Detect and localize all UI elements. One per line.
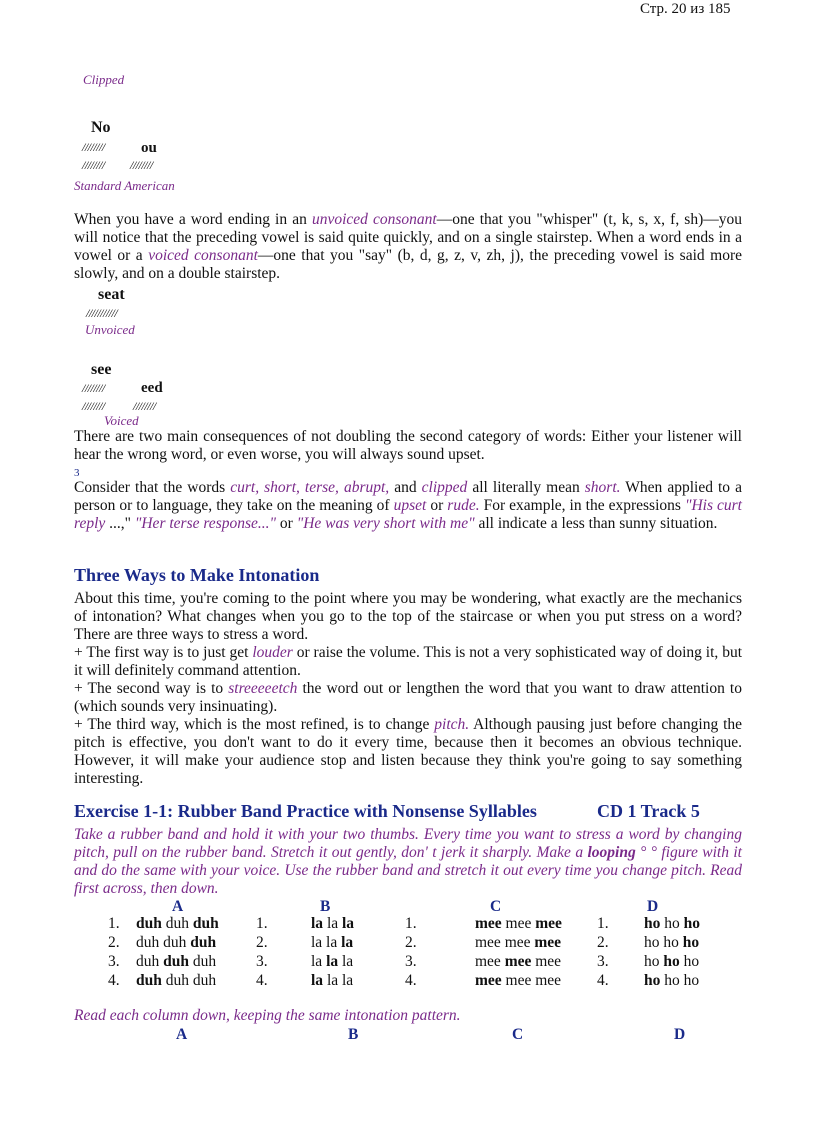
column-header: A: [176, 1026, 188, 1043]
column-header: B: [320, 898, 331, 915]
exercise-instructions-2: Read each column down, keeping the same intonation pattern.: [74, 1007, 461, 1024]
stair-word-seat: seat: [98, 286, 125, 303]
exercise-instructions: Take a rubber band and hold it with your two thumbs. Every time you want to stress a word by changing pitch, pull on the rubber band. Stretch it out gently, don' t jerk it sharply. Make a looping ° ° figure with it and do the same with your voice. Use the rubber band and stretch it out every time you change pitch. Read first across, then down.: [74, 826, 742, 897]
paragraph-short-words: Consider that the words curt, short, terse, abrupt, and clipped all literally mean short. When applied to a person or to language, they take on the meaning of upset or rude. For example, in the expressions "His curt reply ...," "Her terse response..." or "He was very short with me" all indicate a less than sunny situation.: [74, 479, 742, 532]
stair-caption-unvoiced: Unvoiced: [85, 322, 135, 337]
table-row: 3. duh duh duh 3. la la la 3. mee mee mee 3. ho ho ho: [108, 953, 700, 970]
stair-slashes: ////////: [82, 140, 105, 154]
stair-slashes: ////////: [133, 399, 156, 413]
table-row: 1. duh duh duh 1. la la la 1. mee mee mee 1. ho ho ho: [108, 915, 700, 932]
table-row: 2. duh duh duh 2. la la la 2. mee mee mee 2. ho ho ho: [108, 934, 700, 951]
section-heading-three-ways: Three Ways to Make Intonation: [74, 565, 320, 585]
column-header: B: [348, 1026, 359, 1043]
column-header: C: [512, 1026, 524, 1043]
column-header: D: [674, 1026, 686, 1043]
term-voiced-consonant: voiced consonant: [148, 247, 258, 264]
column-header: D: [647, 898, 659, 915]
paragraph-consequences: There are two main consequences of not doubling the second category of words: Either your listener will hear the wrong word, or even worse, you will always sound upset.: [74, 428, 742, 463]
stair-slashes: ////////: [82, 399, 105, 413]
exercise-track-label: CD 1 Track 5: [597, 801, 700, 821]
paragraph-third-way: + The third way, which is the most refined, is to change pitch. Although pausing just before changing the pitch is effective, you don't want to do it every time, because then it becomes an obvious technique. However, it will make your audience stop and listen because they think you're going to say something interesting.: [74, 716, 743, 787]
page-counter: Стр. 20 из 185: [640, 1, 731, 17]
footnote-number: 3: [74, 467, 80, 479]
stair-caption-clipped: Clipped: [83, 72, 125, 87]
stair-caption-voiced: Voiced: [104, 413, 139, 428]
paragraph-second-way: + The second way is to streeeeetch the word out or lengthen the word that you want to draw attention to (which sounds very insinuating).: [74, 680, 742, 715]
term-unvoiced-consonant: unvoiced consonant: [311, 211, 437, 228]
stair-word-see: see: [91, 361, 112, 378]
stair-word-ou: ou: [141, 140, 157, 156]
stair-slashes: ///////////: [86, 306, 118, 320]
table-row: 4. duh duh duh 4. la la la 4. mee mee mee 4. ho ho ho: [108, 972, 700, 989]
column-header: A: [172, 898, 184, 915]
stair-slashes: ////////: [82, 381, 105, 395]
paragraph-mechanics: About this time, you're coming to the point where you may be wondering, what exactly are the mechanics of intonation? What changes when you go to the top of the staircase or when you put stress on a word? There are three ways to stress a word.: [74, 590, 742, 643]
stair-caption-standard-american: Standard American: [74, 178, 175, 193]
column-header: C: [490, 898, 502, 915]
paragraph-consonants: When you have a word ending in an unvoiced consonant—one that you "whisper" (t, k, s, x, f, sh)—you will notice that the preceding vowel is said quite quickly, and on a single stairstep. When a word ends in a vowel or a voiced consonant—one that you "say" (b, d, g, z, v, zh, j), the preceding vowel is said more slowly, and on a double stairstep.: [74, 211, 742, 282]
stair-slashes: ////////: [130, 158, 153, 172]
stair-word-eed: eed: [141, 380, 163, 396]
paragraph-first-way: + The first way is to just get louder or raise the volume. This is not a very sophisticated way of doing it, but it will definitely command attention.: [74, 644, 742, 679]
stair-word-no: No: [91, 119, 111, 136]
exercise-heading: Exercise 1-1: Rubber Band Practice with Nonsense Syllables: [74, 801, 537, 821]
stair-slashes: ////////: [82, 158, 105, 172]
